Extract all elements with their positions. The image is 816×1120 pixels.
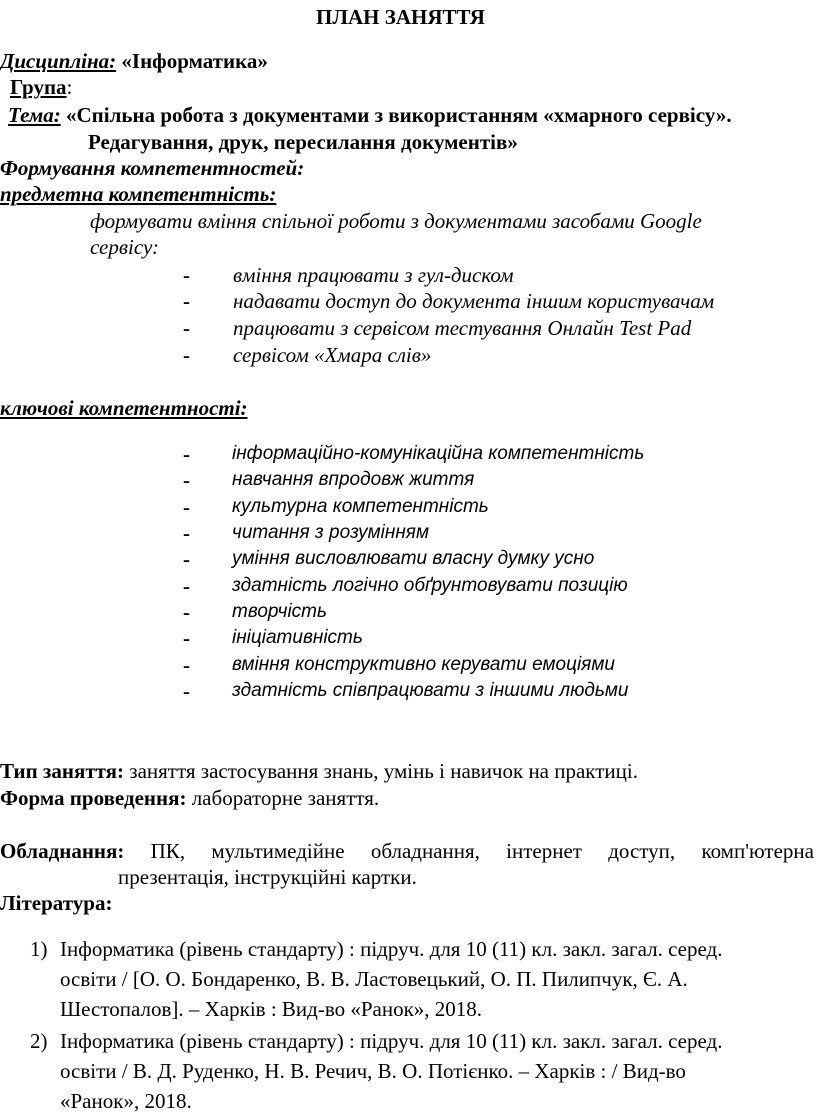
list-item-text: уміння висловлювати власну думку усно bbox=[232, 548, 595, 569]
equipment-line-2: презентація, інструкційні картки. bbox=[118, 865, 417, 889]
equipment-line-1 bbox=[0, 838, 814, 864]
lesson-type-value: заняття застосування знань, умінь і навичок на практиці. bbox=[129, 759, 638, 783]
equipment-word: обладнання, bbox=[370, 839, 480, 863]
list-item-text: вміння працювати з гул-диском bbox=[233, 263, 514, 287]
topic-label: Тема: bbox=[8, 103, 61, 127]
list-dash: - bbox=[183, 574, 190, 598]
list-dash: - bbox=[183, 442, 190, 466]
list-item-text: читання з розумінням bbox=[232, 522, 429, 543]
topic-text-1: «Спільна робота з документами з використанням «хмарного сервісу». bbox=[66, 103, 732, 127]
list-item-text: культурна компетентність bbox=[232, 496, 489, 517]
lesson-form-label: Форма проведення: bbox=[0, 786, 187, 810]
discipline-line bbox=[0, 48, 268, 74]
lesson-form-value: лабораторне заняття. bbox=[191, 786, 380, 810]
equipment-word: ПК, bbox=[150, 839, 186, 863]
literature-heading: Література: bbox=[0, 891, 113, 915]
group-line bbox=[10, 74, 72, 100]
discipline-label: Дисципліна: bbox=[0, 49, 117, 73]
group-label: Група bbox=[10, 75, 67, 99]
list-item-line: освіти / [О. О. Бондаренко, В. В. Ластовецький, О. П. Пилипчук, Є. А. bbox=[60, 967, 688, 991]
group-colon: : bbox=[66, 75, 73, 99]
list-dash: - bbox=[183, 495, 190, 519]
lesson-type-line bbox=[0, 758, 638, 784]
list-item-line: Інформатика (рівень стандарту) : підруч. для 10 (11) кл. закл. загал. серед. bbox=[60, 937, 723, 961]
list-item-line: Інформатика (рівень стандарту) : підруч. для 10 (11) кл. закл. загал. серед. bbox=[60, 1029, 723, 1053]
list-item-line: «Ранок», 2018. bbox=[60, 1089, 192, 1113]
equipment-word: інтернет bbox=[506, 839, 582, 863]
list-item-number: 1) bbox=[30, 937, 48, 961]
list-item-text: ініціативність bbox=[232, 627, 363, 648]
topic-line-1 bbox=[8, 102, 732, 128]
topic-text-2: Редагування, друк, пересилання документів» bbox=[88, 130, 518, 154]
discipline-value: «Інформатика» bbox=[121, 49, 268, 73]
page-title: ПЛАН ЗАНЯТТЯ bbox=[316, 5, 485, 29]
list-dash: - bbox=[183, 626, 190, 650]
list-item-text: працювати з сервісом тестування Онлайн Test Pad bbox=[233, 316, 692, 340]
list-item-text: надавати доступ до документа іншим користувачам bbox=[233, 289, 715, 313]
list-dash: - bbox=[183, 289, 190, 313]
subject-competency-heading: предметна компетентність: bbox=[0, 182, 277, 206]
list-item-text: творчість bbox=[232, 601, 327, 622]
list-dash: - bbox=[183, 343, 190, 367]
subject-competency-intro-1: формувати вміння спільної роботи з документами засобами Google bbox=[90, 209, 702, 233]
equipment-word: мультимедійне bbox=[211, 839, 345, 863]
list-item-text: здатність логічно обґрунтовувати позицію bbox=[232, 575, 628, 596]
list-dash: - bbox=[183, 653, 190, 677]
list-dash: - bbox=[183, 316, 190, 340]
lesson-type-label: Тип заняття: bbox=[0, 759, 125, 783]
list-dash: - bbox=[183, 521, 190, 545]
subject-competency-intro-2: сервісу: bbox=[90, 235, 160, 259]
list-item-number: 2) bbox=[30, 1029, 48, 1053]
key-competencies-heading: ключові компетентності: bbox=[0, 396, 248, 420]
list-dash: - bbox=[183, 547, 190, 571]
list-item-text: інформаційно-комунікаційна компетентність bbox=[232, 443, 645, 464]
equipment-word: доступ, bbox=[608, 839, 676, 863]
list-item-text: навчання впродовж життя bbox=[232, 469, 475, 490]
equipment-label: Обладнання: bbox=[0, 839, 125, 863]
list-item-line: освіти / В. Д. Руденко, Н. В. Речич, В. О. Потієнко. – Харків : / Вид-во bbox=[60, 1059, 686, 1083]
list-dash: - bbox=[183, 600, 190, 624]
lesson-form-line bbox=[0, 785, 379, 811]
list-dash: - bbox=[183, 263, 190, 287]
equipment-word: комп'ютерна bbox=[701, 839, 814, 863]
list-item-line: Шестопалов]. – Харків : Вид-во «Ранок», 2018. bbox=[60, 997, 483, 1021]
list-dash: - bbox=[183, 468, 190, 492]
competencies-heading: Формування компетентностей: bbox=[0, 156, 305, 180]
list-item-text: вміння конструктивно керувати емоціями bbox=[232, 654, 615, 675]
list-item-text: здатність співпрацювати з іншими людьми bbox=[232, 680, 629, 701]
list-item-text: сервісом «Хмара слів» bbox=[233, 343, 432, 367]
list-dash: - bbox=[183, 679, 190, 703]
